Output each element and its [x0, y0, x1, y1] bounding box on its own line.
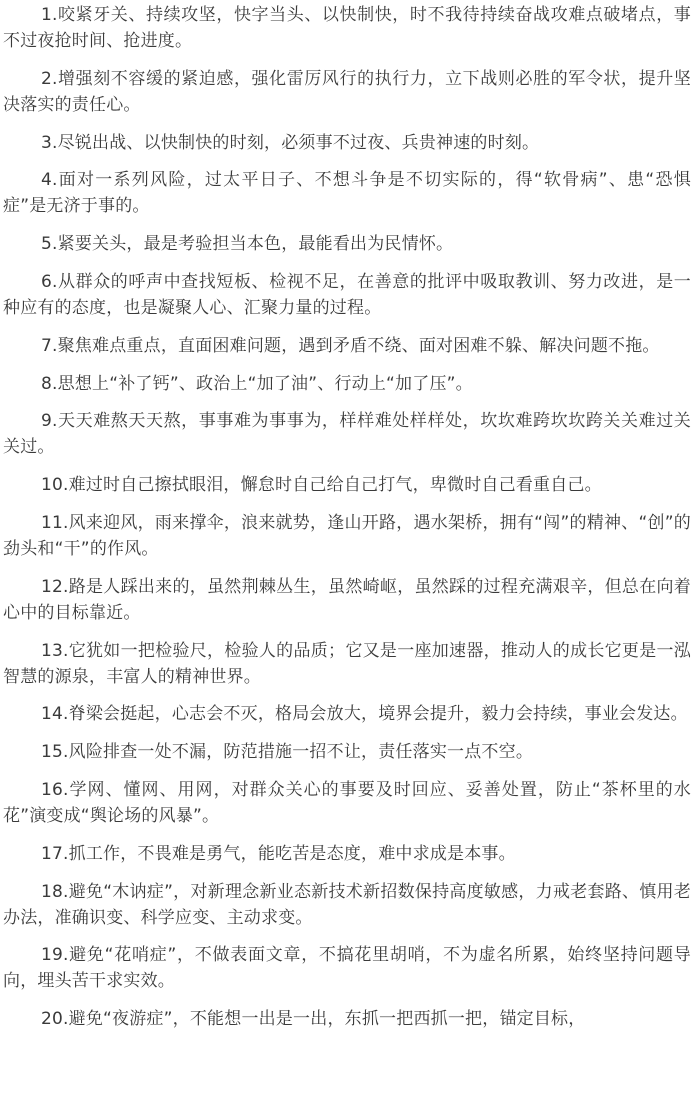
paragraph-5: 5.紧要关头，最是考验担当本色，最能看出为民情怀。	[41, 234, 454, 255]
paragraph-13: 13.它犹如一把检验尺，检验人的品质；它又是一座加速器，推动人的成长它更是一泓智慧的源泉，丰富人的精神世界。	[3, 640, 691, 687]
paragraph-17: 17.抓工作，不畏难是勇气，能吃苦是态度，难中求成是本事。	[41, 843, 516, 864]
paragraph-2: 2.增强刻不容缓的紧迫感，强化雷厉风行的执行力，立下战则必胜的军令状，提升坚决落实的责任心。	[3, 68, 691, 115]
paragraph-20: 20.避免“夜游症”，不能想一出是一出，东抓一把西抓一把，锚定目标，	[41, 1009, 586, 1030]
paragraph-14: 14.脊梁会挺起，心志会不灭，格局会放大，境界会提升，毅力会持续，事业会发达。	[41, 704, 688, 725]
paragraph-16: 16.学网、懂网、用网，对群众关心的事要及时回应、妥善处置，防止“茶杯里的水花”演变成“舆论场的风暴”。	[3, 779, 691, 826]
paragraph-11: 11.风来迎风，雨来撑伞，浪来就势，逢山开路，遇水架桥，拥有“闯”的精神、“创”的劲头和“干”的作风。	[3, 512, 691, 559]
paragraph-9: 9.天天难熬天天熬，事事难为事事为，样样难处样样处，坎坎难跨坎坎跨关关难过关关过。	[3, 411, 691, 458]
paragraph-1: 1.咬紧牙关、持续攻坚，快字当头、以快制快，时不我待持续奋战攻难点破堵点，事不过夜抢时间、抢进度。	[3, 5, 691, 51]
paragraph-12: 12.路是人踩出来的，虽然荆棘丛生，虽然崎岖，虽然踩的过程充满艰辛，但总在向着心中的目标靠近。	[3, 576, 691, 623]
paragraph-8: 8.思想上“补了钙”、政治上“加了油”、行动上“加了压”。	[41, 373, 473, 394]
paragraph-3: 3.尽锐出战、以快制快的时刻，必须事不过夜、兵贵神速的时刻。	[41, 132, 540, 153]
paragraph-7: 7.聚焦难点重点，直面困难问题，遇到矛盾不绕、面对困难不躲、解决问题不拖。	[41, 335, 660, 356]
paragraph-4: 4.面对一系列风险，过太平日子、不想斗争是不切实际的，得“软骨病”、患“恐惧症”是无济于事的。	[3, 170, 691, 217]
paragraph-18: 18.避免“木讷症”，对新理念新业态新技术新招数保持高度敏感，力戒老套路、慎用老办法，准确识变、科学应变、主动求变。	[3, 881, 691, 928]
paragraph-19: 19.避免“花哨症”，不做表面文章，不搞花里胡哨，不为虚名所累，始终坚持问题导向，埋头苦干求实效。	[3, 945, 691, 992]
paragraph-10: 10.难过时自己擦拭眼泪，懈怠时自己给自己打气，卑微时自己看重自己。	[41, 475, 602, 496]
paragraph-6: 6.从群众的呼声中查找短板、检视不足，在善意的批评中吸取教训、努力改进，是一种应有的态度，也是凝聚人心、汇聚力量的过程。	[3, 271, 691, 318]
paragraph-15: 15.风险排查一处不漏，防范措施一招不让，责任落实一点不空。	[41, 742, 534, 763]
